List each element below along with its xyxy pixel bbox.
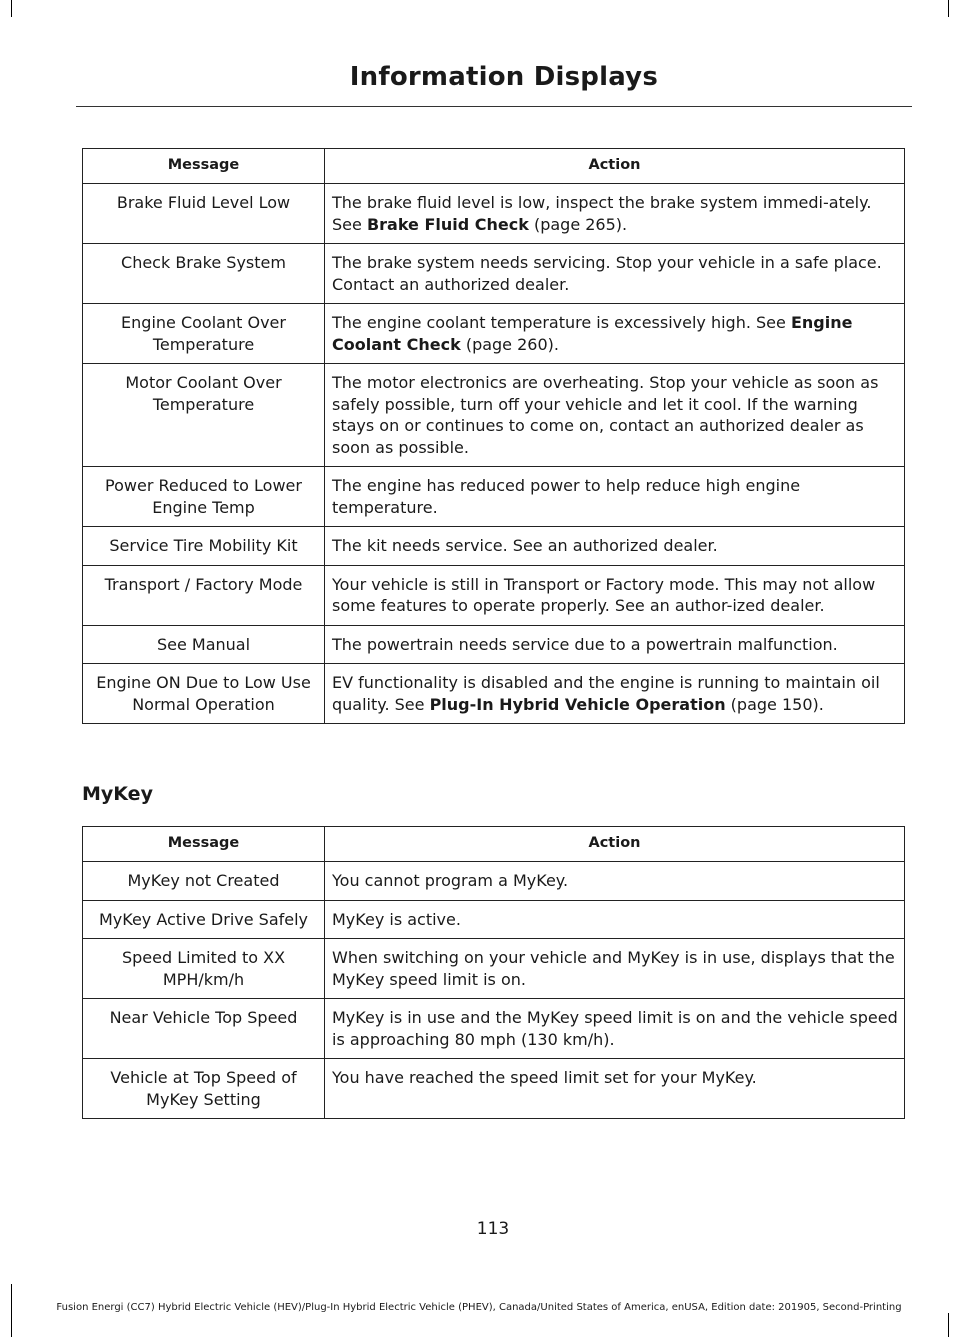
table-header-row (83, 149, 905, 184)
message-cell: Check Brake System (83, 244, 325, 304)
action-text: The brake fluid level is low, inspect the brake system immedi-ately. See (332, 193, 872, 234)
table-row (83, 304, 905, 364)
table-row (83, 625, 905, 664)
table-row (83, 999, 905, 1059)
action-cell (325, 900, 905, 939)
action-cell (325, 664, 905, 724)
mykey-messages-table (82, 826, 905, 1119)
table-row (83, 184, 905, 244)
action-text: MyKey is in use and the MyKey speed limit is on and the vehicle speed is approaching 80 mph (130 km/h). (332, 1008, 898, 1049)
message-cell: Service Tire Mobility Kit (83, 527, 325, 566)
message-cell: Speed Limited to XX MPH/km/h (83, 939, 325, 999)
column-header-action: Action (325, 149, 905, 184)
table-row (83, 1059, 905, 1119)
column-header-action: Action (325, 827, 905, 862)
table-row (83, 900, 905, 939)
page-footer: Fusion Energi (CC7) Hybrid Electric Vehicle (HEV)/Plug-In Hybrid Electric Vehicle (PHEV), Canada/United States of America, enUSA, Edition date: 201905, Second-Printing (56, 1302, 902, 1313)
message-cell: Near Vehicle Top Speed (83, 999, 325, 1059)
section-heading-mykey: MyKey (82, 783, 153, 805)
message-cell: Motor Coolant Over Temperature (83, 364, 325, 467)
action-text: (page 150). (725, 694, 824, 714)
messages-table (82, 148, 905, 724)
action-cell (325, 364, 905, 467)
action-cell (325, 1059, 905, 1119)
action-text: The engine has reduced power to help reduce high engine temperature. (332, 476, 801, 517)
message-cell: Engine Coolant Over Temperature (83, 304, 325, 364)
crop-mark (948, 1313, 949, 1337)
action-text: You have reached the speed limit set for your MyKey. (332, 1068, 757, 1087)
action-cell (325, 999, 905, 1059)
action-cell (325, 304, 905, 364)
action-text: The kit needs service. See an authorized dealer. (332, 536, 718, 555)
action-text: The engine coolant temperature is excessively high. See (332, 313, 791, 332)
page-title: Information Displays (349, 62, 658, 92)
action-cell (325, 625, 905, 664)
table-row (83, 467, 905, 527)
column-header-message: Message (83, 149, 325, 184)
message-cell: Transport / Factory Mode (83, 565, 325, 625)
message-cell: MyKey Active Drive Safely (83, 900, 325, 939)
table-row (83, 862, 905, 901)
column-header-message: Message (83, 827, 325, 862)
message-cell: MyKey not Created (83, 862, 325, 901)
crop-mark (11, 0, 12, 17)
crop-mark (948, 0, 949, 17)
action-text: (page 265). (528, 214, 628, 234)
table-row (83, 244, 905, 304)
action-cell (325, 467, 905, 527)
action-cell (325, 184, 905, 244)
cross-reference-link[interactable]: Brake Fluid Check (366, 214, 529, 234)
action-text: When switching on your vehicle and MyKey is in use, displays that the MyKey speed limit is on. (332, 948, 895, 989)
page-number: 113 (476, 1219, 510, 1239)
action-cell (325, 862, 905, 901)
message-cell: Vehicle at Top Speed of MyKey Setting (83, 1059, 325, 1119)
action-cell (325, 244, 905, 304)
action-text: You cannot program a MyKey. (332, 871, 569, 890)
action-text: MyKey is active. (332, 909, 461, 929)
action-text: (page 260). (460, 334, 559, 354)
action-text: The brake system needs servicing. Stop your vehicle in a safe place. Contact an authorized dealer. (332, 253, 882, 294)
table-row (83, 664, 905, 724)
message-cell: Power Reduced to Lower Engine Temp (83, 467, 325, 527)
cross-reference-link[interactable]: Plug-In Hybrid Vehicle Operation (429, 694, 726, 714)
action-text: EV functionality is disabled and the engine is running to maintain oil quality. See (332, 673, 880, 714)
table-header-row (83, 827, 905, 862)
action-text: The motor electronics are overheating. Stop your vehicle as soon as safely possible, turn off your vehicle and let it cool. If the warning stays on or continues to come on, contact an authorized dealer as soon as possible. (332, 373, 879, 457)
table-row (83, 939, 905, 999)
cross-reference-link[interactable]: Engine Coolant Check (332, 313, 853, 354)
action-cell (325, 527, 905, 566)
table-row (83, 364, 905, 467)
message-cell: Engine ON Due to Low Use Normal Operation (83, 664, 325, 724)
message-cell: See Manual (83, 625, 325, 664)
action-cell (325, 565, 905, 625)
action-text: Your vehicle is still in Transport or Factory mode. This may not allow some features to operate properly. See an author-ized dealer. (332, 574, 876, 615)
table-row (83, 565, 905, 625)
action-cell (325, 939, 905, 999)
action-text: The powertrain needs service due to a powertrain malfunction. (332, 634, 838, 654)
message-cell: Brake Fluid Level Low (83, 184, 325, 244)
table-row (83, 527, 905, 566)
header-divider (76, 106, 912, 107)
